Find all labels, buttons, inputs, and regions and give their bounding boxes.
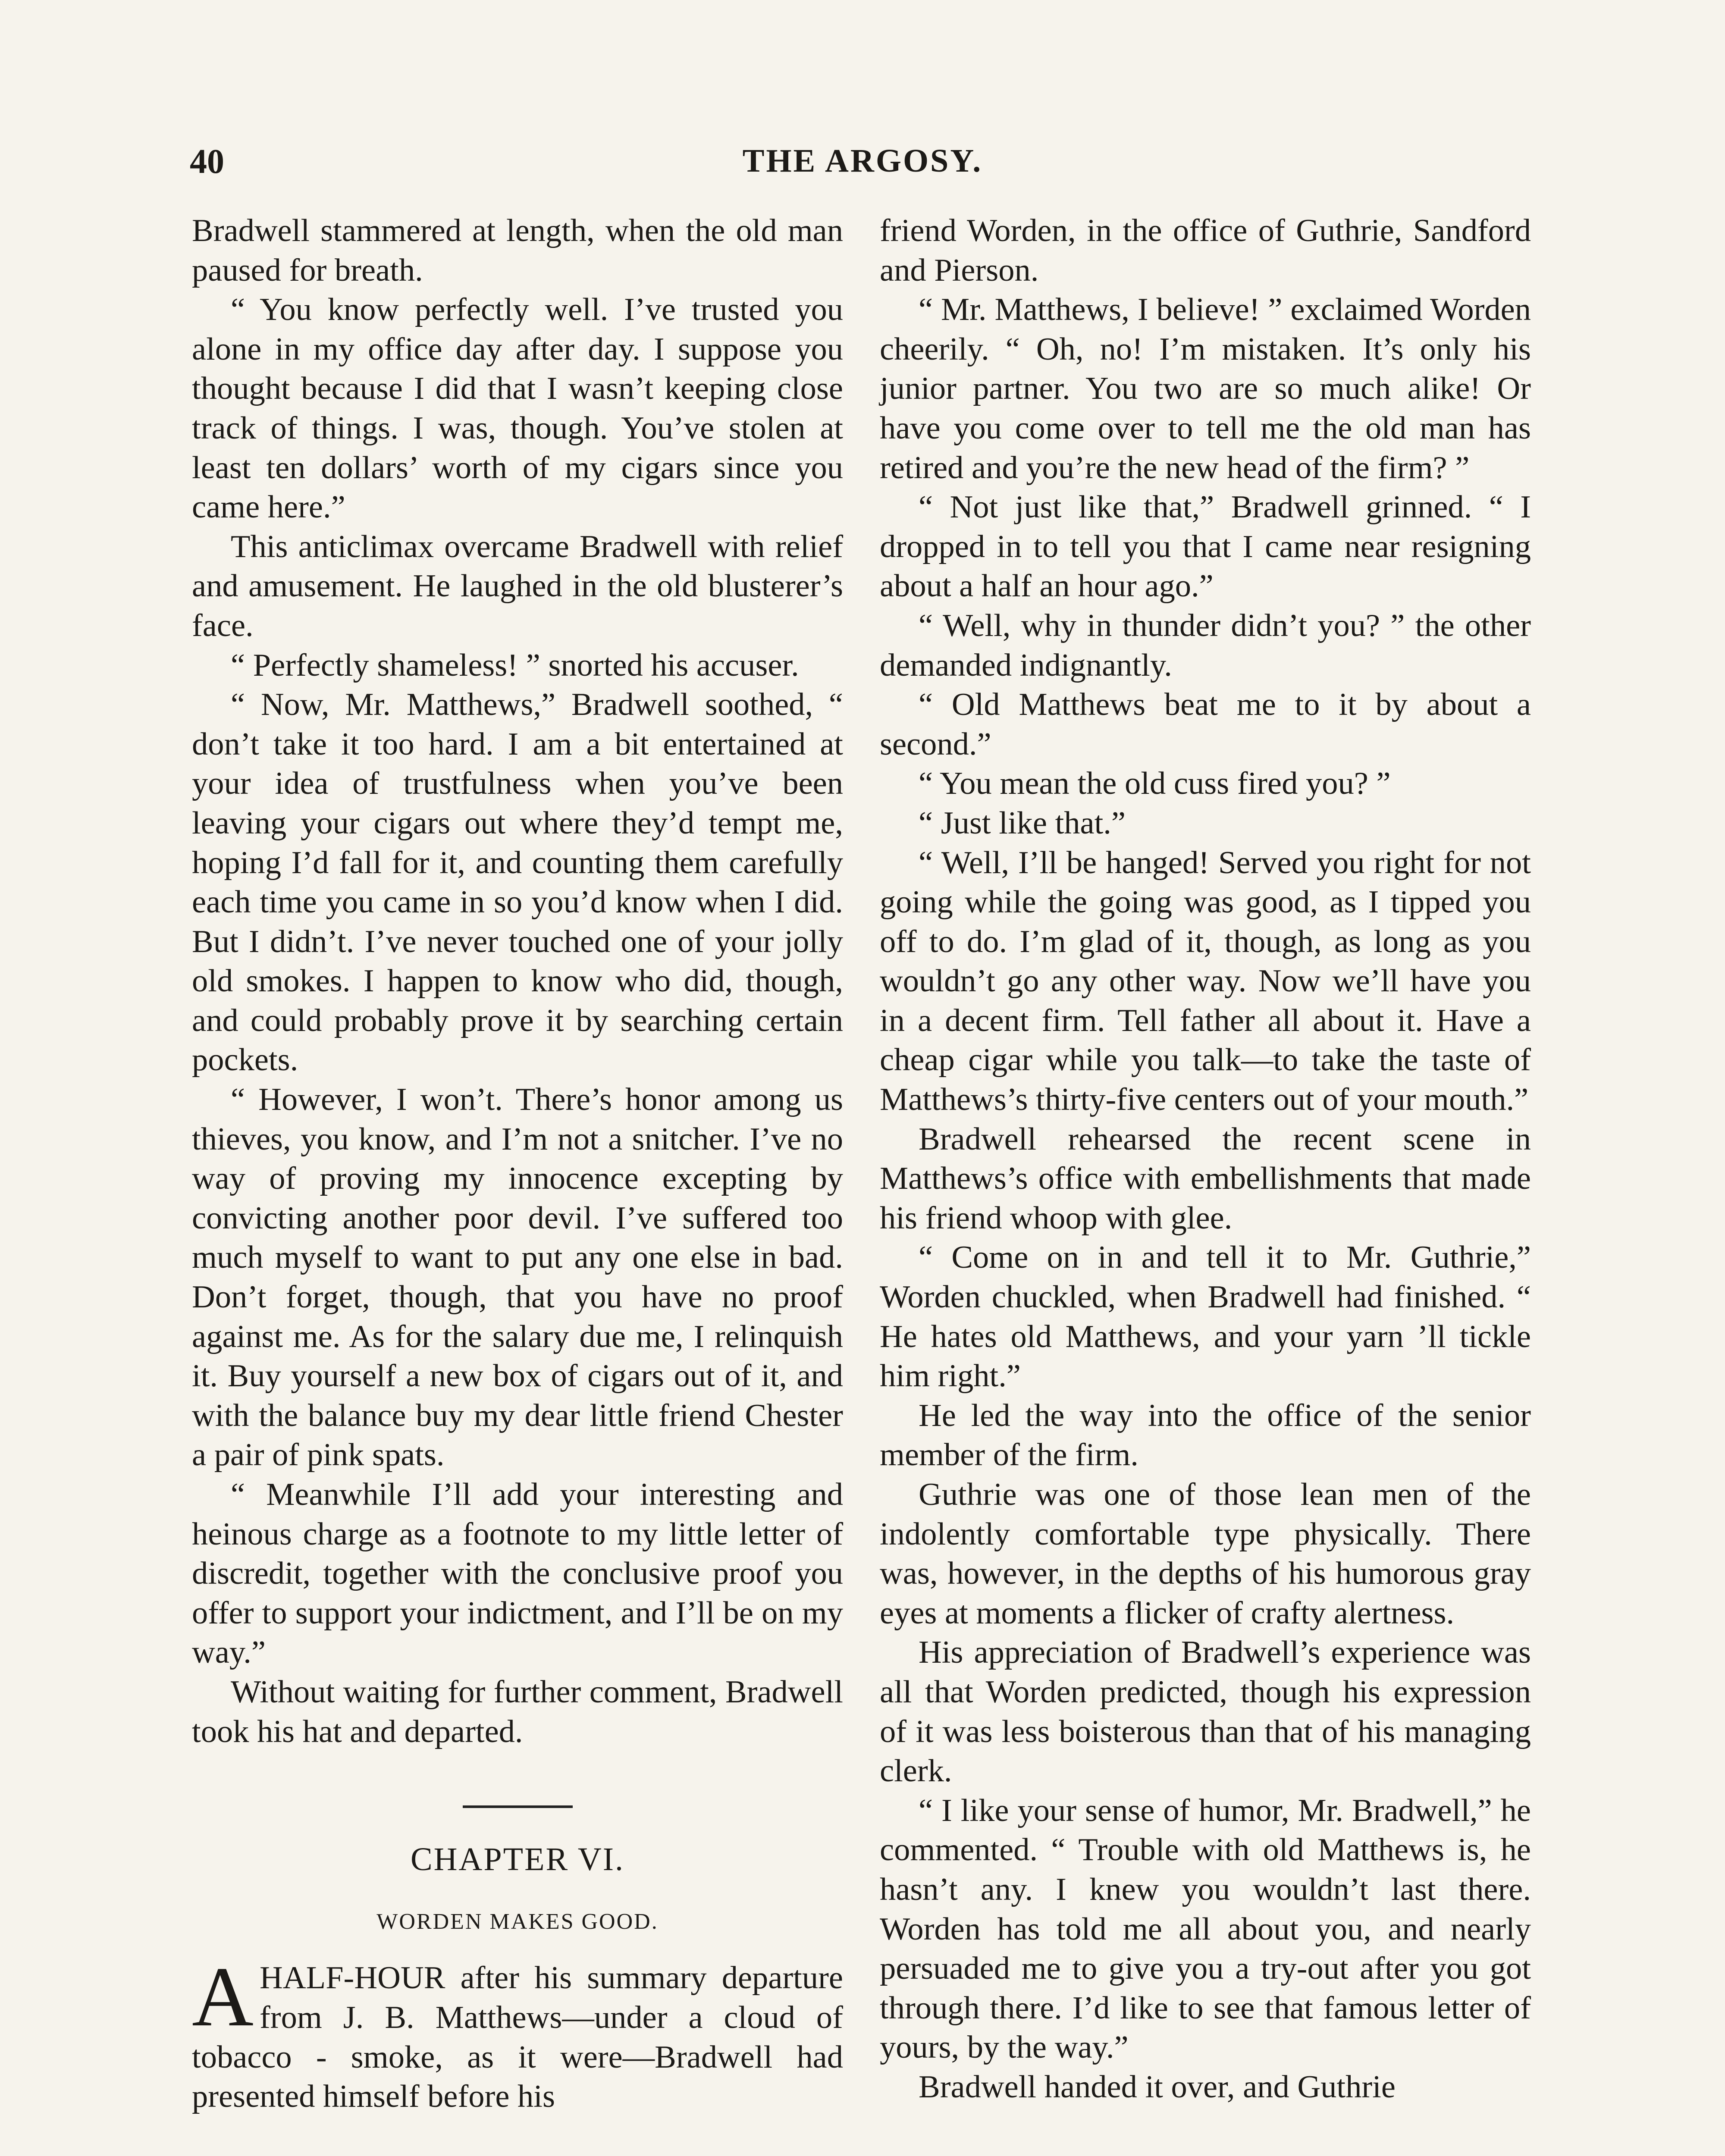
paragraph: friend Worden, in the office of Guthrie, Sandford and Pierson. [880,213,1531,288]
chapter-heading: CHAPTER VI. [410,1841,625,1878]
paragraph: Bradwell handed it over, and Guthrie [919,2069,1396,2105]
paragraph: “ I like your sense of humor, Mr. Bradwell,” he commented. “ Trouble with old Matthews is, he hasn’t any. I knew you wouldn’t last there. Worden has told me all about you, and nearly persuaded me to give you a try-out after you got through there. I’d like to see that famous letter of yours, by the way.” [880,1792,1531,2065]
page-header [190,129,1535,190]
drop-cap: A [192,1949,254,2044]
left-column [192,211,843,2117]
paragraph: “ Old Matthews beat me to it by about a second.” [880,687,1531,762]
paragraph: “ Mr. Matthews, I believe! ” exclaimed Worden cheerily. “ Oh, no! I’m mistaken. It’s only his junior partner. You two are so much alike! Or have you come over to tell me the old man has retired and you’re the new head of the firm? ” [880,292,1531,486]
paragraph: “ Perfectly shameless! ” snorted his accuser. [231,647,799,683]
paragraph: Guthrie was one of those lean men of the indolently comfortable type physically. There was, however, in the depths of his humorous gray eyes at moments a flicker of crafty alertness. [880,1477,1531,1631]
paragraph: “ Well, I’ll be hanged! Served you right for not going while the going was good, as I tipped you off to do. I’m glad of it, though, as long as you wouldn’t go any other way. Now we’ll have you in a decent firm. Tell father all about it. Have a cheap cigar while you talk—to take the taste of Matthews’s thirty-five centers out of your mouth.” [880,845,1531,1118]
running-title: THE ARGOSY. [742,143,983,179]
paragraph: “ Come on in and tell it to Mr. Guthrie,” Worden chuckled, when Bradwell had finished. “ He hates old Matthews, and your yarn ’ll tickle him right.” [880,1240,1531,1394]
paragraph: “ Meanwhile I’ll add your interesting and heinous charge as a footnote to my little letter of discredit, together with the conclusive proof you offer to support your indictment, and I’ll be on my way.” [192,1477,843,1670]
paragraph: He led the way into the office of the senior member of the firm. [880,1398,1531,1473]
paragraph: His appreciation of Bradwell’s experience was all that Worden predicted, though his expression of it was less boisterous than that of his managing clerk. [880,1635,1531,1789]
paragraph: “ Not just like that,” Bradwell grinned. “ I dropped in to tell you that I came near resigning about a half an hour ago.” [880,489,1531,604]
chapter-first-paragraph [192,1949,843,2116]
section-divider [463,1805,573,1808]
paragraph: “ You mean the old cuss fired you? ” [919,766,1391,802]
chapter-first-paragraph-text: HALF-HOUR after his summary departure from J. B. Matthews—under a cloud of tobacco - smoke, as it were—Bradwell had presented himself before his [192,1960,843,2115]
paragraph: “ Well, why in thunder didn’t you? ” the other demanded indignantly. [880,608,1531,683]
right-column [880,211,1531,2107]
paragraph: Without waiting for further comment, Bradwell took his hat and departed. [192,1674,843,1749]
paragraph: “ You know perfectly well. I’ve trusted you alone in my office day after day. I suppose you thought because I did that I wasn’t keeping close track of things. I was, though. You’ve stolen at least ten dollars’ worth of my cigars since you came here.” [192,292,843,525]
page-number: 40 [190,143,224,181]
paragraph: “ Now, Mr. Matthews,” Bradwell soothed, “ don’t take it too hard. I am a bit entertained at your idea of trustfulness when you’ve been leaving your cigars out where they’d tempt me, hoping I’d fall for it, and counting them carefully each time you came in so you’d know when I did. But I didn’t. I’ve never touched one of your jolly old smokes. I happen to know who did, though, and could probably prove it by searching certain pockets. [192,687,843,1078]
paragraph: This anticlimax overcame Bradwell with relief and amusement. He laughed in the old blusterer’s face. [192,529,843,643]
paragraph: “ Just like that.” [919,805,1126,841]
paragraph: Bradwell rehearsed the recent scene in Matthews’s office with embellishments that made his friend whoop with glee. [880,1121,1531,1236]
paragraph: “ However, I won’t. There’s honor among us thieves, you know, and I’m not a snitcher. I’ve no way of proving my innocence excepting by convicting another poor devil. I’ve suffered too much myself to want to put any one else in bad. Don’t forget, though, that you have no proof against me. As for the salary due me, I relinquish it. Buy yourself a new box of cigars out of it, and with the balance buy my dear little friend Chester a pair of pink spats. [192,1082,843,1473]
paragraph: Bradwell stammered at length, when the old man paused for breath. [192,213,843,288]
chapter-subtitle: WORDEN MAKES GOOD. [376,1909,659,1934]
